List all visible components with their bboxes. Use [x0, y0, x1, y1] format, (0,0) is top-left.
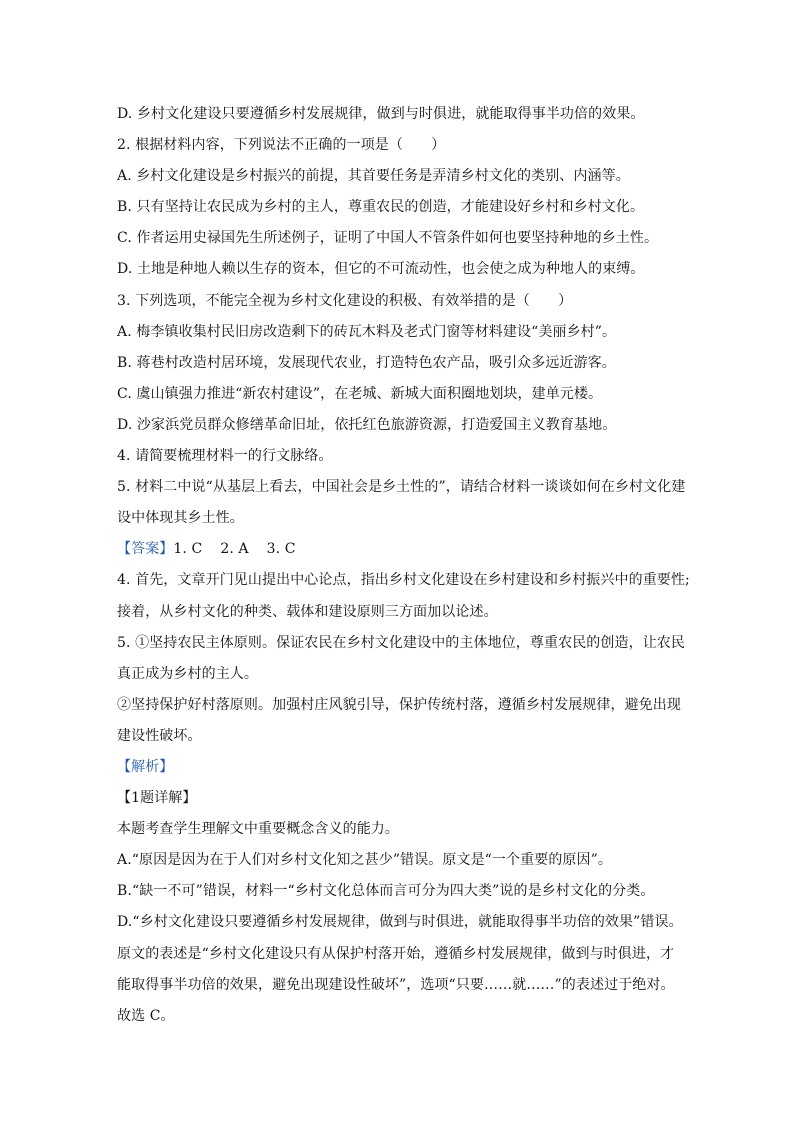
- text-line: 能取得事半功倍的效果，避免出现建设性破坏”，选项“只要……就……”的表述过于绝对。: [117, 976, 675, 993]
- question-5-cont: 设中体现其乡土性。: [117, 510, 244, 527]
- answer-line: [117, 534, 687, 565]
- option-a: A. 梅李镇收集村民旧房改造剩下的砖瓦木料及老式门窗等材料建设“美丽乡村”。: [117, 323, 617, 340]
- option-c: C. 虞山镇强力推进“新农村建设”，在老城、新城大面积圈地划块，建单元楼。: [117, 385, 603, 402]
- text-line: D. 乡村文化建设只要遵循乡村发展规律，做到与时俱进，就能取得事半功倍的效果。: [117, 106, 645, 122]
- option-d: D. 沙家浜党员群众修缮革命旧址，依托红色旅游资源，打造爱国主义教育基地。: [117, 416, 617, 433]
- text-line: 本题考查学生理解文中重要概念含义的能力。: [117, 821, 399, 838]
- document-page: [117, 99, 690, 1032]
- option-b: B. 只有坚持让农民成为乡村的主人，尊重农民的创造，才能建设好乡村和乡村文化。: [117, 199, 645, 216]
- option-d: D. 土地是种地人赖以生存的资本，但它的不可流动性，也会使之成为种地人的束缚。: [117, 261, 645, 278]
- question-4: 4. 请简要梳理材料一的行文脉络。: [117, 448, 333, 465]
- text-line: 原文的表述是“乡村文化建设只有从保护村落开始，遵循乡村发展规律，做到与时俱进，才: [117, 945, 675, 962]
- analysis-tag: 【解析】: [117, 758, 174, 775]
- answer-tag: 【答案】: [117, 541, 174, 558]
- answer-5-point-2-cont: 建设性破坏。: [117, 727, 202, 744]
- text-line: 故选 C。: [117, 1007, 175, 1024]
- answer-4-cont: 接着，从乡村文化的种类、载体和建设原则三方面加以论述。: [117, 603, 498, 620]
- text-line: B.“缺一不可”错误，材料一“乡村文化总体而言可分为四大类”说的是乡村文化的分类。: [117, 883, 655, 900]
- answer-item: 3. C: [266, 541, 296, 558]
- question-2: 2. 根据材料内容，下列说法不正确的一项是（ ）: [117, 137, 446, 154]
- option-c: C. 作者运用史禄国先生所述例子，证明了中国人不管条件如何也要坚持种地的乡土性。: [117, 230, 659, 247]
- answer-5: 5. ①坚持农民主体原则。保证农民在乡村文化建设中的主体地位，尊重农民的创造，让农民: [117, 634, 686, 651]
- detail-tag: 【1题详解】: [117, 790, 197, 807]
- answer-4: 4. 首先，文章开门见山提出中心论点，指出乡村文化建设在乡村建设和乡村振兴中的重要性;: [117, 572, 690, 589]
- text-line: A.“原因是因为在于人们对乡村文化知之甚少”错误。原文是“一个重要的原因”。: [117, 852, 612, 869]
- option-b: B. 蒋巷村改造村居环境，发展现代农业，打造特色农产品，吸引众多远近游客。: [117, 354, 616, 371]
- option-a: A. 乡村文化建设是乡村振兴的前提，其首要任务是弄清乡村文化的类别、内涵等。: [117, 168, 630, 185]
- question-5: 5. 材料二中说“从基层上看去，中国社会是乡土性的”，请结合材料一谈谈如何在乡村文化建: [117, 479, 686, 496]
- answer-item: 1. C: [173, 541, 203, 558]
- text-line: D.“乡村文化建设只要遵循乡村发展规律，做到与时俱进，就能取得事半功倍的效果”错误。: [117, 914, 683, 931]
- question-3: 3. 下列选项，不能完全视为乡村文化建设的积极、有效举措的是（ ）: [117, 292, 573, 309]
- answer-item: 2. A: [220, 541, 249, 558]
- answer-5-cont: 真正成为乡村的主人。: [117, 665, 258, 682]
- answer-5-point-2: ②坚持保护好村落原则。加强村庄风貌引导，保护传统村落，遵循乡村发展规律，避免出现: [117, 696, 681, 713]
